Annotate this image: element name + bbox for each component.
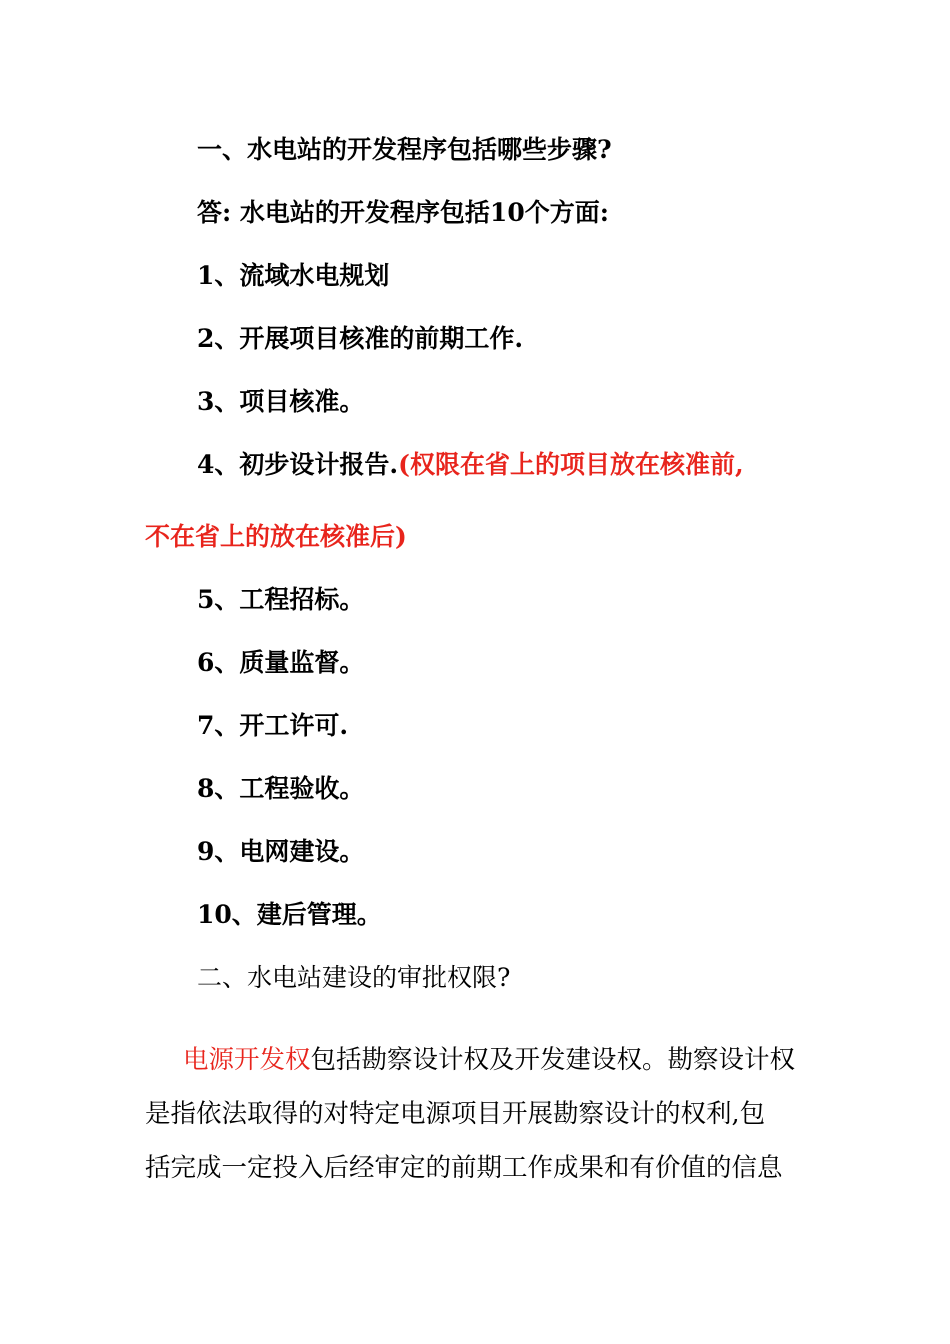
step-item: 5、工程招标。 — [197, 585, 365, 614]
step-4-note-red: (权限在省上的项目放在核准前, — [398, 450, 744, 479]
step-item: 9、电网建设。 — [197, 837, 365, 866]
step-item-4-line — [197, 447, 744, 483]
paragraph-line-1-text: 包括勘察设计权及开发建设权。勘察设计权 — [310, 1045, 796, 1075]
heading-question-1: 一、水电站的开发程序包括哪些步骤? — [197, 135, 612, 164]
power-development-right-highlight: 电源开发权 — [183, 1045, 311, 1075]
step-item: 3、项目核准。 — [197, 387, 365, 416]
step-item: 4、初步设计报告. — [197, 450, 399, 479]
paragraph-line-1 — [183, 1042, 795, 1078]
step-item: 1、流域水电规划 — [197, 261, 390, 290]
step-item: 7、开工许可. — [197, 711, 349, 740]
heading-question-2: 二、水电站建设的审批权限? — [197, 963, 511, 992]
step-item: 10、建后管理。 — [197, 900, 382, 929]
paragraph-line-3: 括完成一定投入后经审定的前期工作成果和有价值的信息 — [145, 1153, 783, 1183]
step-item: 2、开展项目核准的前期工作. — [197, 324, 524, 353]
answer-intro: 答: 水电站的开发程序包括10个方面: — [197, 198, 609, 227]
step-item: 8、工程验收。 — [197, 774, 365, 803]
step-4-note-red-continued: 不在省上的放在核准后) — [145, 522, 407, 551]
step-item: 6、质量监督。 — [197, 648, 365, 677]
paragraph-line-2: 是指依法取得的对特定电源项目开展勘察设计的权利,包 — [145, 1099, 766, 1129]
